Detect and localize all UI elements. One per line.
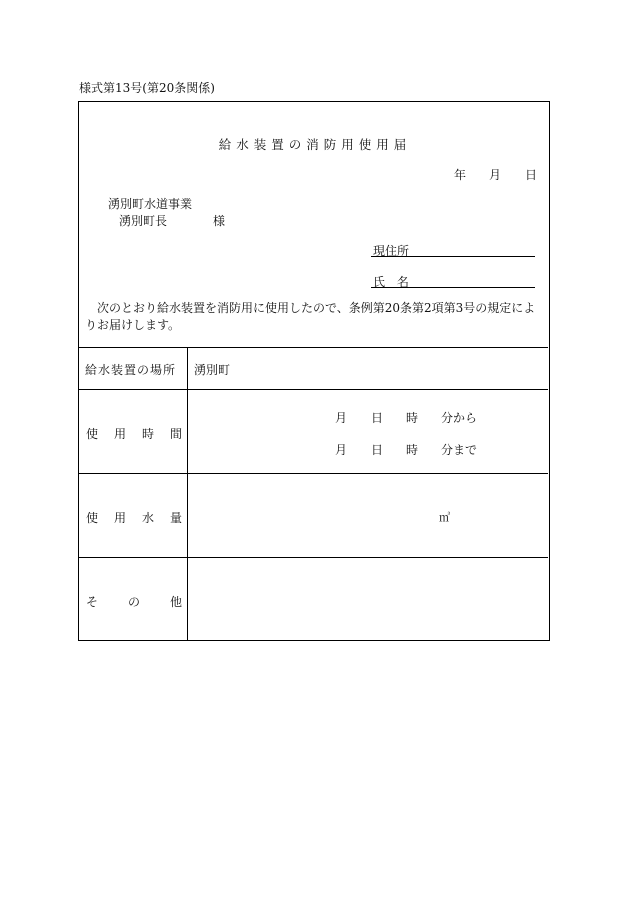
other-value-field[interactable] [191, 560, 543, 638]
to-minute-label: 分まで [441, 443, 478, 457]
cubic-meter-unit: ㎥ [439, 511, 450, 524]
date-year-label: 年 [454, 168, 467, 182]
address-field[interactable] [371, 256, 535, 257]
row-divider-2 [79, 473, 548, 474]
address-label: 現住所 [373, 244, 410, 258]
body-statement: 次のとおり給水装置を消防用に使用したので、条例第20条第2項第3号の規定によりお届けします。 [85, 301, 536, 332]
from-month-label: 月 [335, 411, 348, 425]
from-minute-label: 分から [441, 411, 478, 425]
row-divider-3 [79, 557, 548, 558]
usage-time-label-char: 用 [113, 427, 126, 441]
from-day-label: 日 [371, 411, 384, 425]
form-title: 給水装置の消防用使用届 [218, 137, 412, 152]
usage-amount-label-char: 水 [141, 511, 154, 525]
to-month-label: 月 [335, 443, 348, 457]
usage-amount-label [86, 509, 182, 526]
column-divider [187, 347, 188, 640]
addressee-title: 湧別町長 [119, 214, 168, 228]
usage-time-label [86, 425, 182, 442]
usage-time-label-char: 時 [141, 427, 154, 441]
form-frame [78, 101, 550, 641]
date-month-label: 月 [489, 168, 502, 182]
date-day-label: 日 [525, 168, 538, 182]
other-label [86, 593, 182, 610]
usage-time-label-char: 使 [86, 427, 99, 441]
to-day-label: 日 [371, 443, 384, 457]
usage-amount-label-char: 量 [169, 511, 182, 525]
name-label: 氏 名 [373, 275, 409, 289]
addressee-organization: 湧別町水道事業 [108, 197, 193, 211]
usage-amount-label-char: 用 [113, 511, 126, 525]
to-hour-label: 時 [406, 443, 419, 457]
name-field[interactable] [371, 287, 535, 288]
table-top-border [79, 347, 548, 348]
other-label-char: 他 [169, 595, 182, 609]
addressee-honorific: 様 [213, 214, 226, 228]
usage-time-label-char: 間 [169, 427, 182, 441]
row-divider-1 [79, 389, 548, 390]
from-hour-label: 時 [406, 411, 419, 425]
location-value[interactable]: 湧別町 [194, 363, 231, 377]
other-label-char: の [127, 595, 140, 609]
usage-amount-label-char: 使 [86, 511, 99, 525]
other-label-char: そ [86, 595, 99, 609]
form-number: 様式第13号(第20条関係) [79, 81, 215, 95]
location-label: 給水装置の場所 [85, 363, 177, 377]
